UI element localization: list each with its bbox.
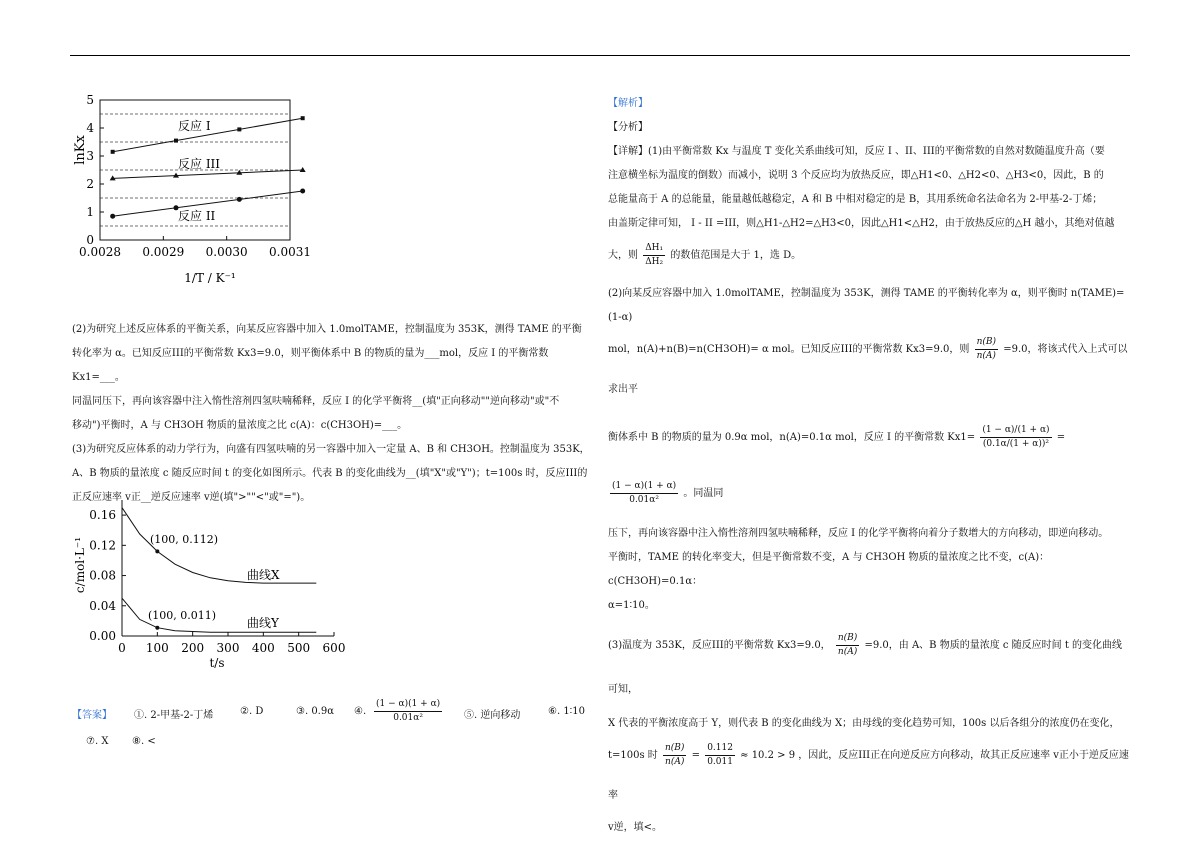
p3-line2: X 代表的平衡浓度高于 Y，则代表 B 的变化曲线为 X；由母线的变化趋势可知，100s 以后各组分的浓度仍在变化， [608,718,1120,729]
p2-line4: 压下，再向该容器中注入惰性溶剂四氢呋喃稀释，反应 I 的化学平衡将向着分子数增大的方向移动，即逆向移动。 [608,528,1109,539]
c2-xtick-label: 200 [181,641,205,655]
c1-ytick-label: 4 [86,121,94,135]
fenxi-tag: 【分析】 [608,122,648,133]
p1-line3: 总能量高于 A 的总能量，能量越低越稳定，A 和 B 中相对稳定的是 B，其用系统命名法命名为 2-甲基-2-丁烯； [608,194,1103,205]
c1-point [301,116,305,120]
c2-xlabel: t/s [209,656,225,670]
c1-point [300,167,306,172]
p2-line5: 平衡时，TAME 的转化率变大，但是平衡常数不变，A 与 CH3OH 物质的量浓度之比不变，c(A)：c(CH3OH)=0.1α： [608,552,1050,587]
c1-ytick-label: 0 [86,233,94,247]
c2-label-y: 曲线Y [247,616,279,630]
p1-line5: 大，则 $\frac{\text{ΔH₁}}{\text{ΔH₂}}$ 的数值范围是大于 1，选 D。 [608,243,802,267]
c2-marked-point [155,626,159,630]
c1-xtick-label: 0.0029 [142,245,185,259]
c2-ytick-label: 0.12 [89,538,116,553]
c1-xtick-label: 0.0030 [205,245,248,259]
jiexi-tag: 【解析】 [608,98,648,109]
chart-concentration [72,490,346,670]
p2-line3: 衡体系中 B 的物质的量为 0.9α mol，n(A)=0.1α mol，反应 I 的平衡常数 Kx1= $\frac{(1 - \alpha)/(1 + \alpha)}{\text{(0.1α/(1 + α))²}}$ = $\frac{(1 - \alpha)(1 + \alpha)}{\text{0.01α²}}$ 。同温同 [608,425,1066,505]
c2-marked-point [155,549,159,553]
c2-xtick-label: 0 [118,641,126,655]
q3-line3: 正反应速率 v正__逆反应速率 v逆(填">""<"或"=")。 [72,492,311,503]
answer-8: ⑧. < [132,736,156,747]
c1-ytick-label: 2 [86,177,94,191]
q2-line1: (2)为研究上述反应体系的平衡关系，向某反应容器中加入 1.0molTAME，控制温度为 353K，测得 TAME 的平衡 [72,324,582,335]
c1-ylabel: lnKx [73,135,88,165]
p1-line1: 【详解】(1)由平衡常数 Kx 与温度 T 变化关系曲线可知，反应 I 、II、III的平衡常数的自然对数随温度升高（要 [608,146,1105,157]
q2-line2: 转化率为 α。已知反应III的平衡常数 Kx3=9.0，则平衡体系中 B 的物质的量为___mol，反应 I 的平衡常数 Kx1=___。 [72,348,549,383]
answer-2: ②. D [240,706,264,717]
c1-point [237,127,241,131]
c1-xlabel: 1/T / K⁻¹ [184,271,236,285]
c2-xtick-label: 500 [287,641,311,655]
c1-label-r2: 反应 II [178,209,216,223]
c1-axes [79,93,311,259]
c1-point [300,189,305,194]
c1-ytick-label: 5 [86,93,94,107]
c1-ytick-label: 3 [86,149,94,163]
p3-line3: t=100s 时 $\frac{n(B)}{n(A)}$ = $\frac{0.112}{0.011}$ ≈ 10.2 > 9 ，因此，反应III正在向逆反应方向移动，故其正反应速率 v正小于逆反应速率 [608,743,1129,801]
c2-annot-y: (100, 0.011) [148,609,217,622]
c2-ytick-label: 0.16 [89,508,116,523]
q3-line1: (3)为研究反应体系的动力学行为，向盛有四氢呋喃的另一容器中加入一定量 A、B 和 CH3OH。控制温度为 353K， [72,444,590,455]
p3-line4: v逆，填<。 [608,822,663,833]
p1-line2: 注意横坐标为温度的倒数）而减小，说明 3 个反应均为放热反应，即△H1<0、△H2<0、△H3<0，因此，B 的 [608,170,1104,181]
c2-xtick-label: 400 [251,641,275,655]
c1-point [111,150,115,154]
p2-line6: α=1∶10。 [608,600,655,611]
answer-4-fraction [372,698,444,725]
p3-line1: (3)温度为 353K，反应III的平衡常数 Kx3=9.0， $\frac{n(B)}{n(A)}$ =9.0，由 A、B 物质的量浓度 c 随反应时间 t 的变化曲线可知， [608,633,1123,695]
c1-point [110,214,115,219]
p2-line1: (2)向某反应容器中加入 1.0molTAME，控制温度为 353K，测得 TAME 的平衡转化率为 α，则平衡时 n(TAME)=(1-α) [608,288,1125,323]
c1-series-line [113,170,303,178]
q2-line4: 移动")平衡时，A 与 CH3OH 物质的量浓度之比 c(A)：c(CH3OH)=___。 [72,420,408,431]
chart-lnkx [72,90,312,290]
c2-annot-x: (100, 0.112) [150,533,219,546]
c2-ytick-label: 0.08 [89,568,116,583]
c1-point [237,197,242,202]
p1-line4: 由盖斯定律可知， I - II =III，则△H1-△H2=△H3<0，因此△H1<△H2，由于放热反应的△H 越小，其绝对值越 [608,218,1115,229]
c2-ytick-label: 0.04 [89,598,116,613]
answer-3: ③. 0.9α [296,706,334,717]
answer-4-den: 0.01α² [393,713,423,723]
c1-xtick-label: 0.0028 [79,245,121,259]
answer-6: ⑥. 1∶10 [548,706,586,717]
c2-xtick-label: 600 [322,641,346,655]
q3-line2: A、B 物质的量浓度 c 随反应时间 t 的变化如图所示。代表 B 的变化曲线为__(填"X"或"Y")；t=100s 时，反应III的 [72,468,588,479]
c1-point [174,139,178,143]
answer-7: ⑦. X [86,736,109,747]
c1-xtick-label: 0.0031 [269,245,311,259]
answer-1: ①. 2-甲基-2-丁烯 [134,710,214,721]
q2-line3: 同温同压下，再向该容器中注入惰性溶剂四氢呋喃稀释，反应 I 的化学平衡将__(填"正向移动""逆向移动"或"不 [72,396,560,407]
answer-4-num: (1 − α)(1 + α) [374,698,442,712]
c2-ytick-label: 0.00 [89,629,116,643]
answer-tag: 【答案】 [72,710,112,721]
answer-5: ⑤. 逆向移动 [464,710,521,721]
c2-label-x: 曲线X [247,568,280,582]
c2-ylabel: c/mol·L⁻¹ [73,536,87,594]
p2-line2: mol，n(A)+n(B)=n(CH3OH)= α mol。已知反应III的平衡常数 Kx3=9.0，则 $\frac{n(B)}{n(A)}$ =9.0，将该式代入上式可以求出平 [608,337,1128,395]
c1-label-r3: 反应 III [178,157,221,171]
c1-label-r1: 反应 I [178,119,211,133]
c2-xtick-label: 100 [145,641,169,655]
answer-4: ④. [354,706,367,717]
header-rule [70,55,1130,56]
c2-xtick-label: 300 [216,641,240,655]
c1-ytick-label: 1 [86,205,94,219]
